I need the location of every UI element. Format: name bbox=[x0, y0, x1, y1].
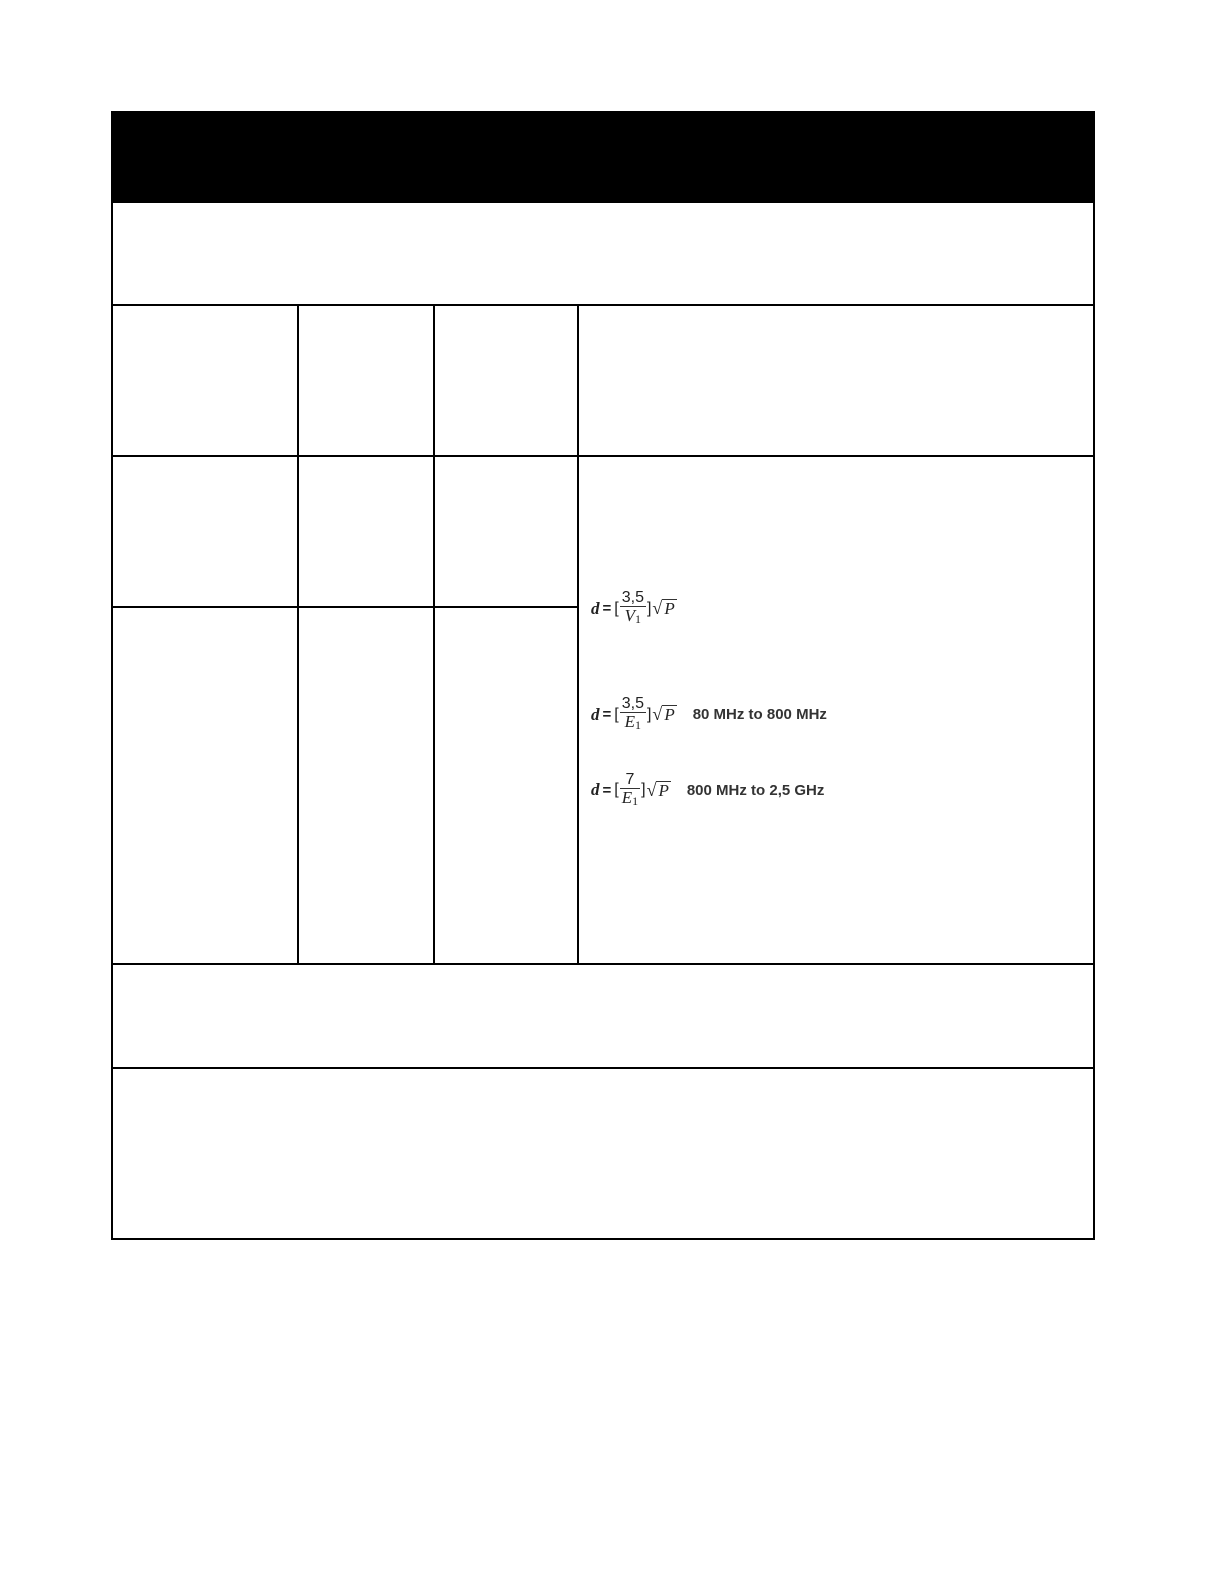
square-root: √ P bbox=[652, 704, 675, 724]
column-divider bbox=[297, 304, 299, 963]
formula-distance-e1-80-800: d = [ $\frac{3,5}{E_1}$ ] √ P 80 MHz to 800 MHz bbox=[591, 695, 827, 732]
square-root: √ P bbox=[652, 598, 675, 618]
formula-distance-v1: d = [ $\frac{3,5}{V_1}$ ] √ P bbox=[591, 589, 675, 626]
emc-table bbox=[111, 111, 1095, 1240]
column-divider bbox=[433, 304, 435, 963]
row-divider bbox=[113, 963, 1093, 965]
row-divider bbox=[113, 1067, 1093, 1069]
frequency-range: 80 MHz to 800 MHz bbox=[692, 706, 827, 723]
column-divider bbox=[577, 304, 579, 963]
fraction: $\frac{3,5}{E_1}$ bbox=[621, 695, 644, 732]
row-divider bbox=[113, 606, 577, 608]
formula-distance-e1-800-2500: d = [ $\frac{7}{E_1}$ ] √ P 800 MHz to 2,5 GHz bbox=[591, 770, 825, 808]
square-root: √ P bbox=[646, 779, 669, 800]
row-divider bbox=[113, 304, 1093, 306]
row-divider bbox=[113, 455, 1093, 457]
frequency-range: 800 MHz to 2,5 GHz bbox=[686, 781, 825, 799]
fraction: $\frac{7}{E_1}$ bbox=[621, 770, 639, 808]
table-header-bar bbox=[113, 113, 1093, 203]
fraction: $\frac{3,5}{V_1}$ bbox=[621, 589, 644, 626]
